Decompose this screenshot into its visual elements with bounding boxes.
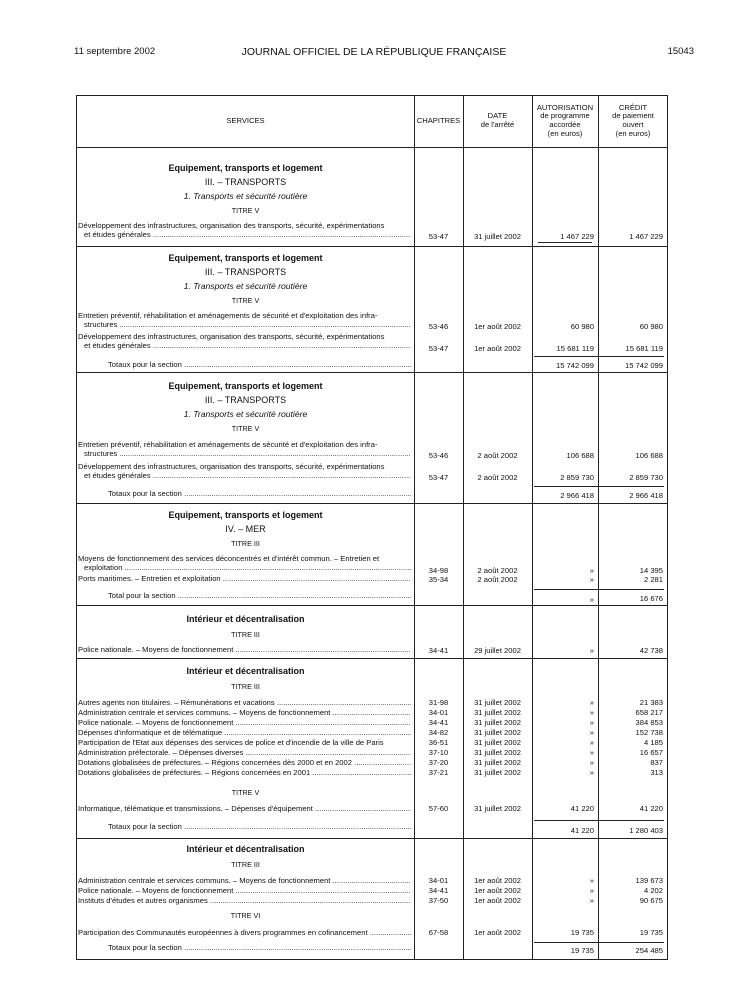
total-credit: 15 742 099: [624, 361, 663, 370]
section-title: Equipement, transports et logement: [168, 510, 323, 520]
total-autorisation: 2 966 418: [560, 491, 594, 500]
row-chapitre: 37-20: [428, 758, 449, 767]
col-header-chapitres: CHAPITRES: [416, 115, 461, 125]
row-description: Administration préfectorale. – Dépenses diverses .....: [78, 748, 411, 757]
total-rule: [534, 942, 664, 943]
col-divider: [463, 95, 464, 960]
titre-label: TITRE VI: [230, 911, 261, 920]
section-rule: [76, 372, 668, 373]
row-description: Police nationale. – Moyens de fonctionnement .....: [78, 886, 411, 895]
total-autorisation: »: [589, 595, 594, 604]
row-date: 31 juillet 2002: [474, 758, 521, 767]
row-autorisation: »: [589, 566, 594, 575]
row-date: 31 juillet 2002: [474, 748, 521, 757]
section-total-label: Totaux pour la section .....: [108, 822, 411, 831]
row-credit: 837: [650, 758, 663, 767]
row-credit: 4 185: [643, 738, 663, 747]
row-date: 1er août 2002: [474, 886, 521, 895]
row-autorisation: »: [589, 738, 594, 747]
total-rule: [534, 589, 664, 590]
row-description-cont: et études générales .....: [84, 341, 411, 350]
section-subtitle: III. – TRANSPORTS: [204, 395, 287, 405]
row-date: 1er août 2002: [474, 896, 521, 905]
total-rule: [534, 356, 664, 357]
row-credit: 14 395: [639, 566, 663, 575]
row-chapitre: 31-98: [428, 698, 449, 707]
section-subtitle: III. – TRANSPORTS: [204, 267, 287, 277]
row-chapitre: 53-47: [428, 232, 449, 241]
row-autorisation: »: [589, 698, 594, 707]
row-description: Développement des infrastructures, organisation des transports, sécurité, expérimentations: [78, 332, 385, 341]
section-chapter: 1. Transports et sécurité routière: [183, 191, 308, 201]
row-description: Dotations globalisées de préfectures. – Régions concernées dès 2000 et en 2002 .....: [78, 758, 411, 767]
row-autorisation: »: [589, 896, 594, 905]
row-autorisation: 19 735: [570, 928, 594, 937]
section-title: Intérieur et décentralisation: [186, 614, 305, 624]
row-chapitre: 53-47: [428, 473, 449, 482]
titre-label: TITRE III: [231, 682, 260, 691]
row-credit: 41 220: [639, 804, 663, 813]
row-description: Participation des Communautés européennes à divers programmes en cofinancement .....: [78, 928, 411, 937]
row-credit: 16 657: [639, 748, 663, 757]
titre-label: TITRE V: [231, 206, 260, 215]
row-date: 1er août 2002: [474, 876, 521, 885]
row-date: 2 août 2002: [477, 575, 518, 584]
row-date: 31 juillet 2002: [474, 768, 521, 777]
header-date: 11 septembre 2002: [74, 46, 156, 57]
col-divider: [414, 95, 415, 960]
section-rule: [76, 246, 668, 247]
row-chapitre: 53-46: [428, 322, 449, 331]
row-autorisation: 106 688: [566, 451, 594, 460]
row-autorisation: »: [589, 708, 594, 717]
total-rule: [534, 486, 664, 487]
total-rule: [534, 820, 664, 821]
total-autorisation: 41 220: [570, 826, 594, 835]
titre-label: TITRE V: [231, 424, 260, 433]
section-title: Equipement, transports et logement: [168, 253, 323, 263]
row-date: 2 août 2002: [477, 566, 518, 575]
section-chapter: 1. Transports et sécurité routière: [183, 409, 308, 419]
row-description: Dotations globalisées de préfectures. – Régions concernées en 2001 .....: [78, 768, 411, 777]
row-description: Administration centrale et services communs. – Moyens de fonctionnement .....: [78, 708, 411, 717]
row-chapitre: 57-60: [428, 804, 449, 813]
row-date: 31 juillet 2002: [474, 728, 521, 737]
row-description: Entretien préventif, réhabilitation et aménagements de sécurité et d'exploitation des infra-: [78, 311, 378, 320]
row-date: 31 juillet 2002: [474, 804, 521, 813]
row-description-cont: et études générales .....: [84, 471, 411, 480]
row-chapitre: 37-10: [428, 748, 449, 757]
row-chapitre: 34-01: [428, 876, 449, 885]
row-date: 1er août 2002: [474, 928, 521, 937]
section-rule: [76, 838, 668, 839]
row-description-cont: et études générales .....: [84, 230, 411, 239]
titre-label: TITRE V: [231, 296, 260, 305]
total-credit: 1 280 403: [629, 826, 663, 835]
row-credit: 2 859 730: [629, 473, 663, 482]
section-total-label: Totaux pour la section .....: [108, 943, 411, 952]
row-description: Moyens de fonctionnement des services déconcentrés et d'intérêt commun. – Entretien et: [78, 554, 380, 563]
total-autorisation: 19 735: [570, 946, 594, 955]
row-description: Police nationale. – Moyens de fonctionnement .....: [78, 645, 411, 654]
section-rule: [76, 503, 668, 504]
section-total-label: Totaux pour la section .....: [108, 489, 411, 498]
row-autorisation: »: [589, 575, 594, 584]
row-credit: 60 980: [639, 322, 663, 331]
section-title: Equipement, transports et logement: [168, 381, 323, 391]
row-credit: 384 853: [635, 718, 663, 727]
row-credit: 21 383: [639, 698, 663, 707]
titre-label: TITRE V: [231, 788, 260, 797]
row-chapitre: 34-82: [428, 728, 449, 737]
row-date: 1er août 2002: [474, 344, 521, 353]
total-credit: 16 676: [639, 594, 663, 603]
row-credit: 1 467 229: [629, 232, 663, 241]
row-chapitre: 67-58: [428, 928, 449, 937]
row-date: 31 juillet 2002: [474, 698, 521, 707]
row-autorisation: »: [589, 718, 594, 727]
section-chapter: 1. Transports et sécurité routière: [183, 281, 308, 291]
row-description-cont: structures .....: [84, 320, 411, 329]
row-chapitre: 53-46: [428, 451, 449, 460]
row-chapitre: 53-47: [428, 344, 449, 353]
row-description: Informatique, télématique et transmissions. – Dépenses d'équipement .....: [78, 804, 411, 813]
section-total-label: Total pour la section .....: [108, 591, 411, 600]
total-credit: 254 485: [635, 946, 663, 955]
row-autorisation: »: [589, 886, 594, 895]
titre-label: TITRE III: [231, 860, 260, 869]
row-chapitre: 36-51: [428, 738, 449, 747]
row-autorisation: »: [589, 728, 594, 737]
row-chapitre: 34-41: [428, 646, 449, 655]
row-chapitre: 37-21: [428, 768, 449, 777]
col-header-services: SERVICES: [226, 115, 265, 125]
section-total-label: Totaux pour la section .....: [108, 360, 411, 369]
row-date: 29 juillet 2002: [474, 646, 521, 655]
row-autorisation: 1 467 229: [560, 232, 594, 241]
titre-label: TITRE III: [231, 539, 260, 548]
row-description: Développement des infrastructures, organisation des transports, sécurité, expérimentations: [78, 462, 385, 471]
row-chapitre: 34-98: [428, 566, 449, 575]
underline: [538, 242, 592, 243]
titre-label: TITRE III: [231, 630, 260, 639]
total-credit: 2 966 418: [629, 491, 663, 500]
row-chapitre: 37-50: [428, 896, 449, 905]
row-date: 31 juillet 2002: [474, 738, 521, 747]
section-title: Intérieur et décentralisation: [186, 666, 305, 676]
row-autorisation: 15 681 119: [556, 344, 594, 353]
row-credit: 139 673: [635, 876, 663, 885]
row-date: 31 juillet 2002: [474, 708, 521, 717]
row-autorisation: 41 220: [570, 804, 594, 813]
row-description: Dépenses d'informatique et de télématique .....: [78, 728, 411, 737]
row-description: Entretien préventif, réhabilitation et aménagements de sécurité et d'exploitation des infra-: [78, 440, 378, 449]
row-credit: 152 738: [635, 728, 663, 737]
row-credit: 19 735: [639, 928, 663, 937]
row-credit: 313: [650, 768, 663, 777]
row-autorisation: 2 859 730: [560, 473, 594, 482]
row-chapitre: 34-01: [428, 708, 449, 717]
section-rule: [76, 605, 668, 606]
row-description: Autres agents non titulaires. – Rémunérations et vacations .....: [78, 698, 411, 707]
row-autorisation: 60 980: [570, 322, 594, 331]
row-credit: 106 688: [635, 451, 663, 460]
journal-title: JOURNAL OFFICIEL DE LA RÉPUBLIQUE FRANÇAISE: [241, 46, 507, 58]
row-description: Participation de l'Etat aux dépenses des services de police et d'incendie de la ville de Paris: [78, 738, 384, 747]
section-title: Equipement, transports et logement: [168, 163, 323, 173]
section-subtitle: IV. – MER: [225, 524, 266, 534]
header-rule: [76, 147, 668, 148]
row-date: 2 août 2002: [477, 473, 518, 482]
row-credit: 4 202: [643, 886, 663, 895]
page-number: 15043: [667, 46, 694, 57]
row-chapitre: 34-41: [428, 718, 449, 727]
row-description-cont: structures .....: [84, 449, 411, 458]
row-credit: 15 681 119: [625, 344, 663, 353]
row-date: 31 juillet 2002: [474, 232, 521, 241]
row-autorisation: »: [589, 876, 594, 885]
row-description-cont: exploitation .....: [84, 563, 411, 572]
row-credit: 90 675: [639, 896, 663, 905]
row-date: 31 juillet 2002: [474, 718, 521, 727]
total-autorisation: 15 742 099: [555, 361, 594, 370]
col-header-date: DATE de l'arrêté: [480, 111, 515, 129]
section-subtitle: III. – TRANSPORTS: [204, 177, 287, 187]
col-header-autorisation: AUTORISATION de programme accordée (en euros): [536, 102, 594, 138]
row-description: Administration centrale et services communs. – Moyens de fonctionnement .....: [78, 876, 411, 885]
row-autorisation: »: [589, 646, 594, 655]
row-description: Développement des infrastructures, organisation des transports, sécurité, expérimentations: [78, 221, 385, 230]
row-description: Police nationale. – Moyens de fonctionnement .....: [78, 718, 411, 727]
row-chapitre: 35-34: [428, 575, 449, 584]
row-date: 1er août 2002: [474, 322, 521, 331]
section-title: Intérieur et décentralisation: [186, 844, 305, 854]
col-header-credit: CRÉDIT de paiement ouvert (en euros): [612, 102, 654, 138]
section-rule: [76, 658, 668, 659]
row-date: 2 août 2002: [477, 451, 518, 460]
row-credit: 42 738: [639, 646, 663, 655]
row-credit: 2 281: [643, 575, 663, 584]
row-autorisation: »: [589, 748, 594, 757]
row-credit: 658 217: [635, 708, 663, 717]
row-autorisation: »: [589, 768, 594, 777]
row-description: Instituts d'études et autres organismes .....: [78, 896, 411, 905]
row-chapitre: 34-41: [428, 886, 449, 895]
row-autorisation: »: [589, 758, 594, 767]
row-description: Ports maritimes. – Entretien et exploitation .....: [78, 574, 411, 583]
